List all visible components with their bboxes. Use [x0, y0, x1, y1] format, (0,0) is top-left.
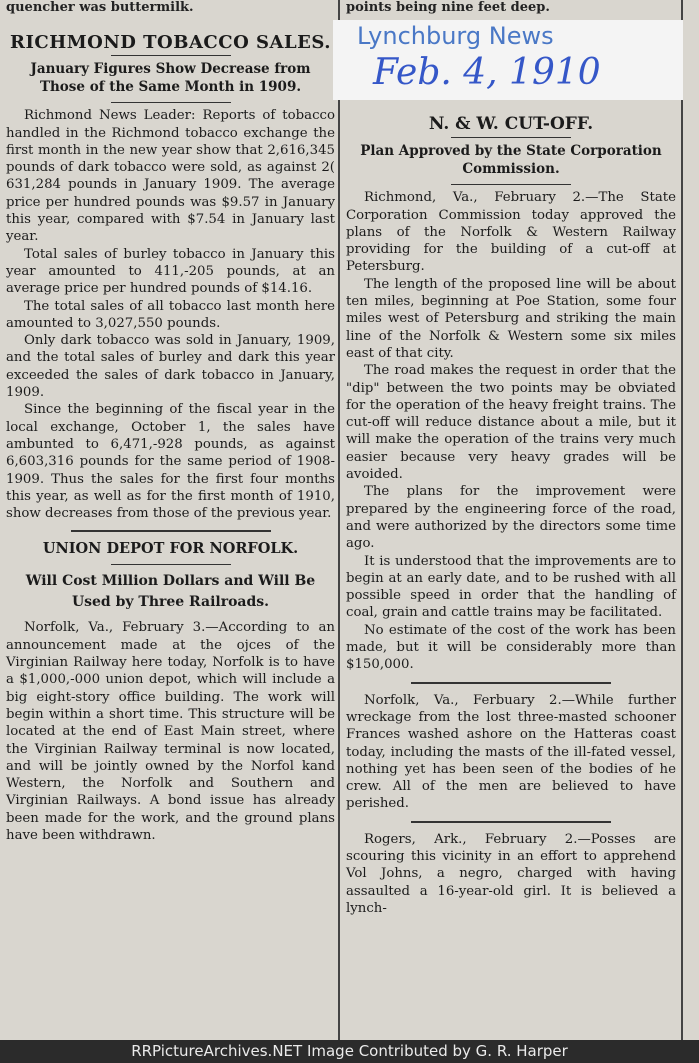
- rule: [451, 137, 571, 138]
- cutoff-subhead: Plan Approved by the State Corporation Commission.: [360, 143, 662, 178]
- tobacco-subhead: January Figures Show Decrease from Those of the Same Month in 1909.: [30, 61, 311, 96]
- right-column: [346, 108, 676, 917]
- section-rule: [411, 821, 611, 823]
- section-rule: [71, 530, 271, 532]
- rule: [451, 184, 571, 185]
- article-paragraph: Norfolk, Va., Ferbuary 2.—While further wreckage from the lost three-masted schooner Frances washed ashore on the Hatteras coast today, including the masts of the ill-fated vessel, nothing yet has been seen of the bodies of he crew. All of the men are believed to have perished.: [346, 692, 676, 812]
- rule: [111, 55, 231, 56]
- article-paragraph: The total sales of all tobacco last month here amounted to 3,027,550 pounds.: [6, 298, 335, 331]
- article-paragraph: Since the beginning of the fiscal year in the local exchange, October 1, the sales have ambunted to 6,471,-928 pounds, as against 6,603,316 pounds for the same period of 1908-1909. Thus the sales for the first four months this year, as well as for the first month of 1910, show decreases from those of the previous year.: [6, 402, 335, 522]
- article-paragraph: Total sales of burley tobacco in January this year amounted to 411,-205 pounds, at an average price per hundred pounds of $14.16.: [6, 246, 335, 297]
- article-paragraph: No estimate of the cost of the work has been made, but it will be considerably more than $150,000.: [346, 622, 676, 673]
- article-paragraph: Richmond, Va., February 2.—The State Corporation Commission today approved the plans of the Norfolk & Western Railway providing for the building of a cut-off at Petersburg.: [346, 190, 676, 275]
- archive-stamp: [333, 20, 683, 100]
- stamp-date: Feb. 4, 1910: [373, 52, 601, 93]
- column-divider-right: [681, 0, 683, 1040]
- rule: [111, 564, 231, 565]
- column-divider: [338, 0, 340, 1040]
- cutoff-headline: N. & W. CUT-OFF.: [428, 114, 594, 134]
- article-paragraph: Norfolk, Va., February 3.—According to an announcement made at the ojces of the Virginian Railway here today, Norfolk is to have a $1,000,-000 union depot, which will include a big eight-story office building. The work will begin within a short time. This structure will be located at the end of East Main street, where the Virginian Railway terminal is now located, and will be jointly owned by the Norfol kand Western, the Norfolk and Southern and Virginian Railways. A bond issue has already been made for the work, and the ground plans have been withdrawn.: [6, 620, 335, 843]
- stamp-newspaper-name: Lynchburg News: [357, 22, 554, 50]
- article-paragraph: The plans for the improvement were prepared by the engineering force of the road, and were authorized by the directors some time ago.: [346, 484, 676, 552]
- article-paragraph: Richmond News Leader: Reports of tobacco handled in the Richmond tobacco exchange the first month in the new year show that 2,616,345 pounds of dark tobacco were sold, as against 2( 631,284 pounds in January 1909. The average price per hundred pounds was $9.57 in January this year, compared with $7.54 in January last year.: [6, 108, 335, 245]
- article-paragraph: Rogers, Ark., February 2.—Posses are scouring this vicinity in an effort to apprehend Vol Johns, a negro, charged with having assaulted a 16-year-old girl. It is believed a lynch-: [346, 831, 676, 916]
- depot-subhead: Will Cost Million Dollars and Will Be Used by Three Railroads.: [25, 573, 316, 611]
- depot-headline: UNION DEPOT FOR NORFOLK.: [42, 540, 299, 558]
- article-paragraph: Only dark tobacco was sold in January, 1909, and the total sales of burley and dark this year exceeded the sales of dark tobacco in January, 1909.: [6, 333, 335, 401]
- section-rule: [411, 682, 611, 684]
- article-paragraph: It is understood that the improvements are to begin at an early date, and to be rushed with all possible speed in order that the handling of coal, grain and cattle trains may be facilitated.: [346, 553, 676, 621]
- tobacco-headline: RICHMOND TOBACCO SALES.: [10, 32, 331, 53]
- image-credit-caption: RRPictureArchives.NET Image Contributed by G. R. Harper: [0, 1040, 699, 1063]
- top-fragment-left: quencher was buttermilk.: [6, 0, 194, 15]
- top-fragment-right: points being nine feet deep.: [346, 0, 550, 15]
- left-column: [6, 20, 335, 844]
- rule: [111, 102, 231, 103]
- article-paragraph: The road makes the request in order that the "dip" between the two points may be obviated for the operation of the heavy freight trains. The cut-off will reduce distance about a mile, but it will make the operation of the trains very much easier because very heavy grades will be avoided.: [346, 363, 676, 483]
- article-paragraph: The length of the proposed line will be about ten miles, beginning at Poe Station, some four miles west of Petersburg and striking the main line of the Norfolk & Western some six miles east of that city.: [346, 276, 676, 361]
